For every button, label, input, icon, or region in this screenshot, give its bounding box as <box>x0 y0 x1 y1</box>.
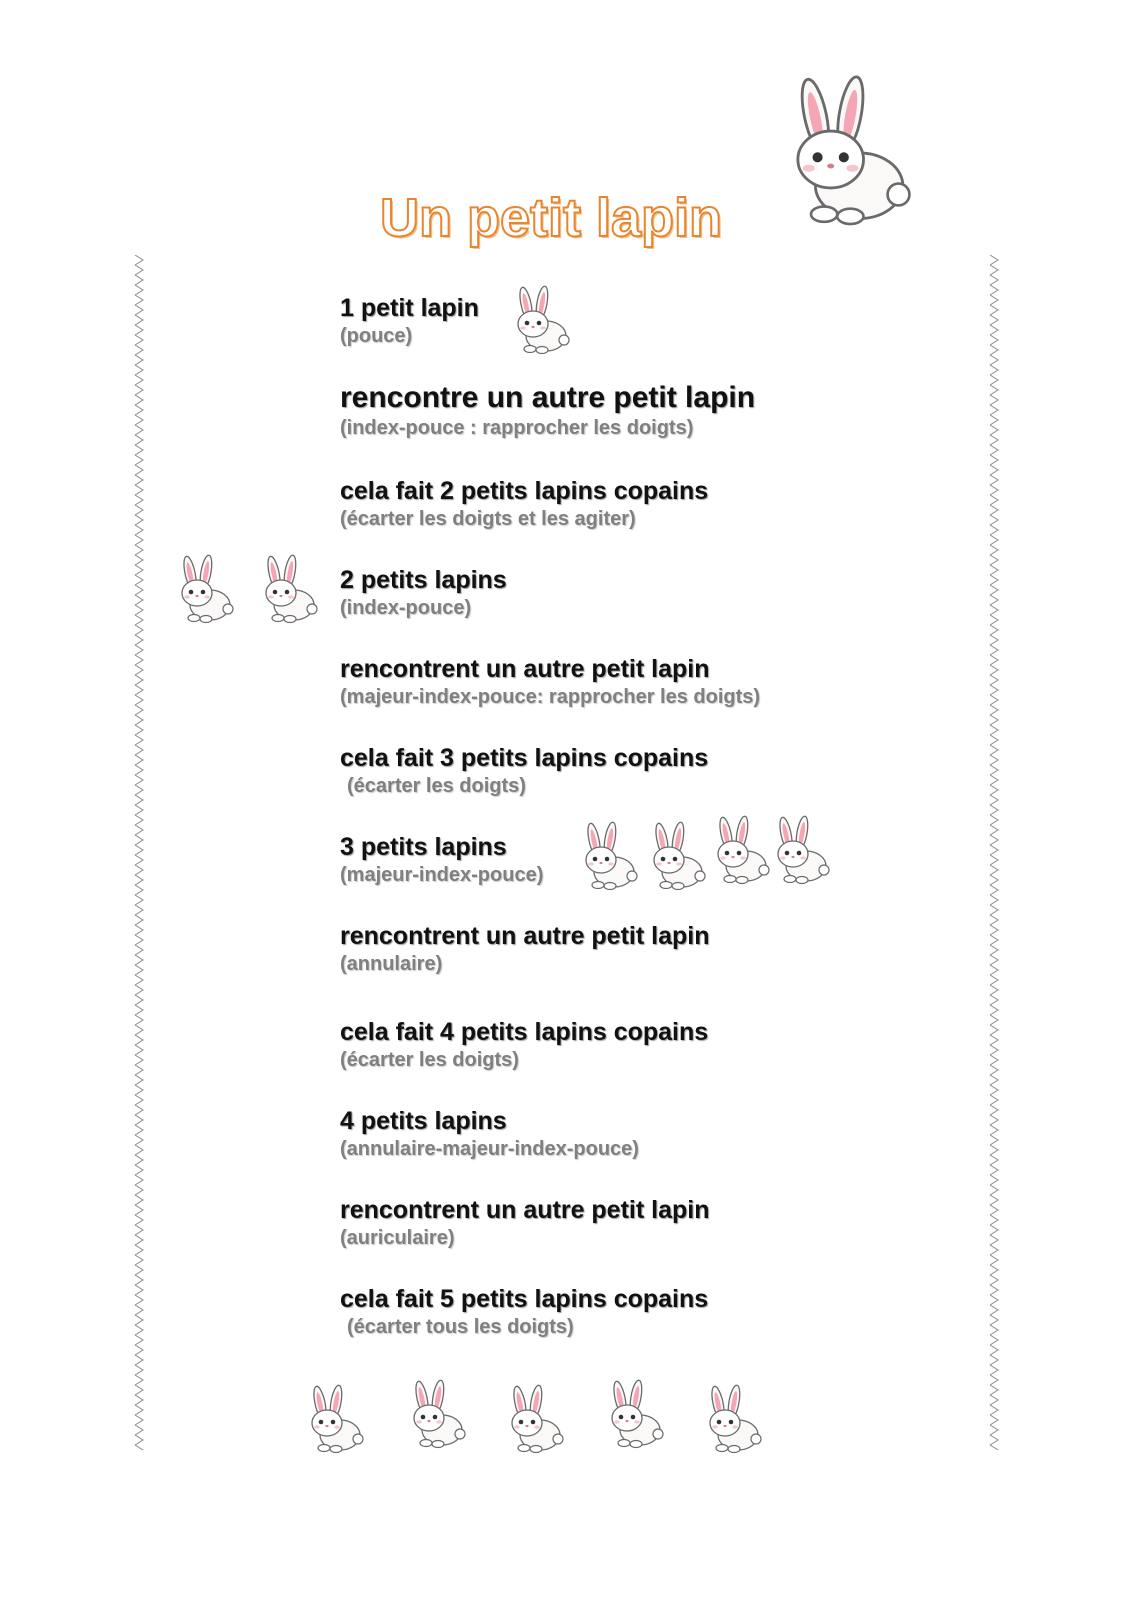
verse-gesture: (majeur-index-pouce) <box>340 864 544 886</box>
zigzag-border-right <box>987 255 1001 1450</box>
bunny-icon <box>602 1370 666 1450</box>
verse-line: rencontrent un autre petit lapin <box>340 655 710 683</box>
verse-6 <box>340 743 980 799</box>
verse-line: rencontre un autre petit lapin <box>340 381 756 414</box>
verse-gesture: (écarter tous les doigts) <box>347 1316 574 1338</box>
verse-12 <box>340 1284 980 1340</box>
bunny-icon <box>776 52 916 232</box>
bunny-icon <box>404 1370 468 1450</box>
bunny-icon <box>508 276 572 356</box>
verse-line: cela fait 2 petits lapins copains <box>340 477 709 505</box>
verse-4 <box>340 565 980 621</box>
verse-5 <box>340 654 980 710</box>
verse-gesture: (annulaire) <box>340 953 443 975</box>
verse-line: rencontrent un autre petit lapin <box>340 1196 710 1224</box>
verse-gesture: (pouce) <box>340 325 413 347</box>
verse-1 <box>340 293 980 349</box>
verse-gesture: (index-pouce : rapprocher les doigts) <box>340 417 694 439</box>
verse-gesture: (majeur-index-pouce: rapprocher les doigts) <box>340 686 761 708</box>
bunny-icon <box>256 545 320 625</box>
verse-gesture: (écarter les doigts et les agiter) <box>340 508 636 530</box>
bunny-icon <box>700 1375 764 1455</box>
bunny-icon <box>302 1375 366 1455</box>
verse-8 <box>340 921 980 977</box>
verse-line: rencontrent un autre petit lapin <box>340 922 710 950</box>
verse-gesture: (index-pouce) <box>340 597 472 619</box>
verse-line: cela fait 4 petits lapins copains <box>340 1018 709 1046</box>
verse-11 <box>340 1195 980 1251</box>
verse-10 <box>340 1106 980 1162</box>
verse-line: 2 petits lapins <box>340 566 507 594</box>
bunny-icon <box>502 1375 566 1455</box>
verse-9 <box>340 1017 980 1073</box>
verse-line: 3 petits lapins <box>340 833 507 861</box>
verse-gesture: (écarter les doigts) <box>340 1049 519 1071</box>
bunny-icon <box>576 812 640 892</box>
page-title: Un petit lapin <box>380 188 722 248</box>
verse-line: 1 petit lapin <box>340 294 479 322</box>
verse-3 <box>340 476 980 532</box>
verse-line: 4 petits lapins <box>340 1107 507 1135</box>
verse-2 <box>340 381 980 441</box>
verse-line: cela fait 5 petits lapins copains <box>340 1285 709 1313</box>
verse-line: cela fait 3 petits lapins copains <box>340 744 709 772</box>
bunny-icon <box>768 806 832 886</box>
verse-gesture: (écarter les doigts) <box>347 775 526 797</box>
zigzag-border-left <box>132 255 146 1450</box>
verse-gesture: (auriculaire) <box>340 1227 455 1249</box>
bunny-icon <box>644 812 708 892</box>
verse-gesture: (annulaire-majeur-index-pouce) <box>340 1138 639 1160</box>
bunny-icon <box>708 806 772 886</box>
bunny-icon <box>172 545 236 625</box>
